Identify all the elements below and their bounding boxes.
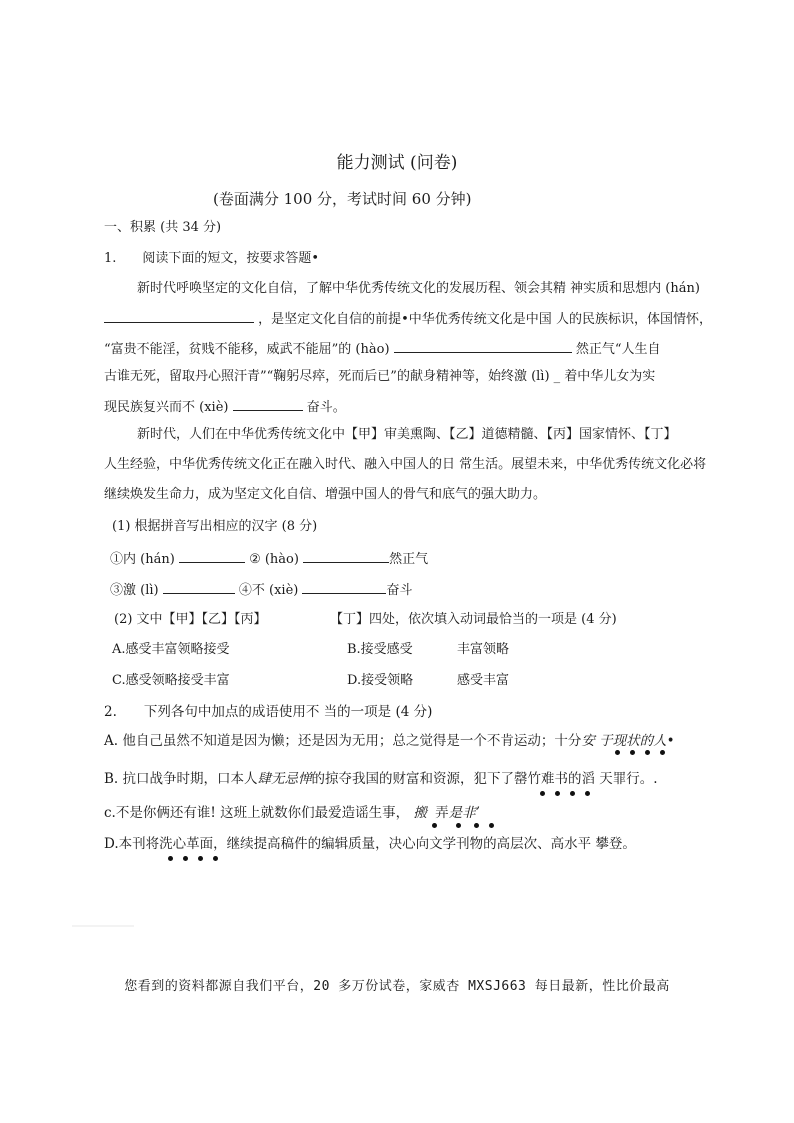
q2-option-c-text: c.不是你俩还有谁! 这班上就数你们最爱造谣生事， xyxy=(104,805,410,821)
q2-option-d-text: D.本刊将 xyxy=(104,836,160,852)
answer-blank xyxy=(163,580,235,594)
q2-option-a xyxy=(104,732,675,750)
passage-line-3-tail: 然正气“人生自 xyxy=(575,342,661,357)
q2-option-a-emphasis: 安 于现状的人• xyxy=(581,733,675,749)
subquestion-1-prompt: (1) 根据拼音写出相应的汉字 (8 分) xyxy=(112,519,318,534)
answer-blank xyxy=(179,549,245,563)
question-2-prompt: 2. 下列各句中加点的成语使用不 当的一项是 (4 分) xyxy=(104,704,433,720)
q2-option-c-emphasis: 弄 xyxy=(435,805,449,821)
passage-line-5 xyxy=(104,397,346,417)
q2-option-b-text: B. 抗口战争时期，口本人 xyxy=(104,771,258,787)
section-heading: 一、积累 (共 34 分) xyxy=(104,220,222,235)
answer-blank xyxy=(303,549,389,563)
q2-option-b xyxy=(104,770,658,788)
question-1-prompt: 1. 阅读下面的短文，按要求答题• xyxy=(104,251,320,266)
passage-line-5-tail: 奋斗。 xyxy=(306,400,346,415)
page-subtitle: (卷面满分 100 分，考试时间 60 分钟) xyxy=(213,190,472,208)
subquestion-2-prompt-a: (2) 文中【甲】【乙】【丙】 xyxy=(114,612,267,627)
answer-label: ② (hào) xyxy=(249,552,299,567)
answer-blank xyxy=(104,309,254,323)
passage-line-1: 新时代呼唤坚定的文化自信，了解中华优秀传统文化的发展历程、领会其精 神实质和思想内 (hán) xyxy=(137,281,700,296)
q2-option-d-tail: ，继续提高稿件的编辑质量，决心向文学刊物的高层次、高水平 攀登。 xyxy=(213,836,636,852)
q2-option-c-emphasis: 搬 xyxy=(413,805,427,821)
q2-option-d xyxy=(104,835,636,853)
q2-option-c xyxy=(104,804,480,822)
option-c: C.感受领略接受丰富 xyxy=(112,673,230,688)
passage-line-4: 古谁无死，留取丹心照汗青”“鞠躬尽瘁，死而后已”的献身精神等，始终激 (lì) _ 着中华儿女为实 xyxy=(104,369,656,384)
q2-option-c-emphasis: 是非’ xyxy=(448,805,480,821)
q2-option-d-emphasis: 洗心革面 xyxy=(159,836,214,852)
option-d: D.接受领略 xyxy=(347,673,414,688)
passage-line-2-text: ，是坚定文化自信的前提•中华优秀传统文化是中国 人的民族标识，体国情怀， xyxy=(258,312,712,327)
footer-notice: 您看到的资料都源自我们平台，20 多万份试卷，家威杏 MXSJ663 每日最新，性比价最高 xyxy=(124,979,670,994)
q2-option-b-tail: 的掠夺我国的财富和资源，犯下了罄竹难书的滔 天罪行。. xyxy=(311,771,658,787)
answer-blank xyxy=(394,339,572,353)
subquestion-1-row-2 xyxy=(110,580,413,600)
passage-line-5-text: 现民族复兴而不 (xiè) xyxy=(104,400,229,415)
divider xyxy=(72,925,134,927)
answer-label: ③激 (lì) xyxy=(110,583,159,598)
passage2-line-3: 继续焕发生命力，成为坚定文化自信、增强中国人的骨气和底气的强大助力。 xyxy=(104,487,547,502)
answer-blank xyxy=(233,397,303,411)
answer-label: ④不 (xiè) xyxy=(238,583,299,598)
page-title: 能力测试 (问卷) xyxy=(336,153,458,173)
subquestion-1-row-1 xyxy=(110,549,428,569)
answer-label: ①内 (hán) xyxy=(110,552,175,567)
option-b-tail: 丰富领略 xyxy=(457,642,510,657)
passage2-line-1: 新时代，人们在中华优秀传统文化中【甲】审美熏陶、【乙】道德精髓、【丙】国家情怀、【丁】 xyxy=(137,427,677,442)
answer-blank xyxy=(302,580,386,594)
passage-line-2 xyxy=(104,309,712,329)
option-a: A.感受丰富领略接受 xyxy=(112,642,230,657)
option-d-tail: 感受丰富 xyxy=(457,673,510,688)
passage-line-3-text: “富贵不能淫，贫贱不能移，威武不能屈”的 (hào) xyxy=(104,342,390,357)
passage-line-3 xyxy=(104,339,660,359)
option-b: B.接受感受 xyxy=(347,642,413,657)
answer-tail: 然正气 xyxy=(389,552,429,567)
answer-tail: 奋斗 xyxy=(386,583,413,598)
subquestion-2-prompt-b: 【丁】四处，依次填入动词最恰当的一项是 (4 分) xyxy=(330,612,617,627)
q2-option-b-emphasis: 肆无忌惮 xyxy=(257,771,312,787)
q2-option-a-text: A. 他自己虽然不知道是因为懒；还是因为无用；总之觉得是一个不肯运动；十分 xyxy=(104,733,582,749)
passage2-line-2: 人生经验，中华优秀传统文化正在融入时代、融入中国人的日 常生活。展望未来，中华优秀传统文化必将 xyxy=(104,457,707,472)
